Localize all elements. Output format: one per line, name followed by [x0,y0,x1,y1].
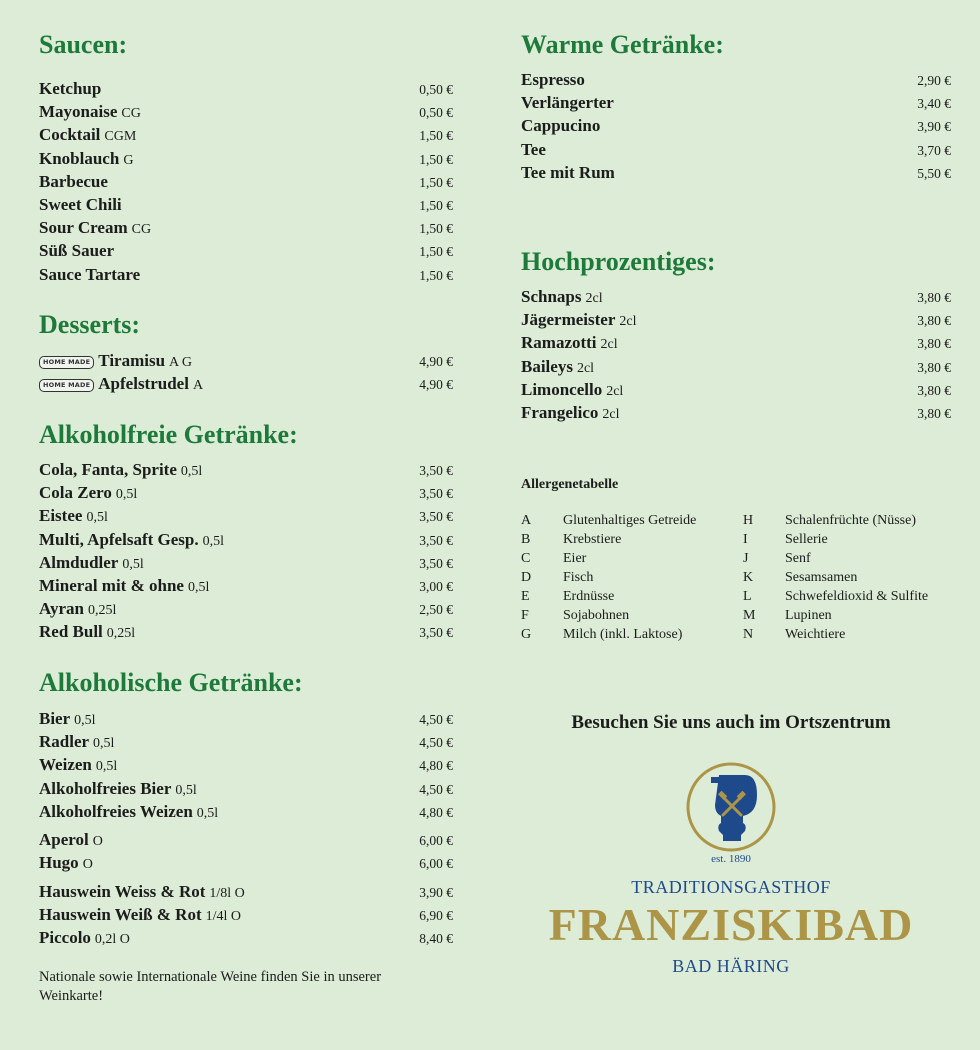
menu-item-label [521,287,603,307]
menu-item [521,380,951,403]
allergen-label: Sesamsamen [785,570,858,585]
menu-item [39,622,453,645]
menu-item [521,357,951,380]
menu-item-price: 3,80 € [917,290,951,305]
menu-item-name: Schnaps [521,287,582,306]
menu-item-label [39,709,96,729]
menu-item-name: Limoncello [521,379,603,399]
menu-item-price: 1,50 € [419,244,453,260]
menu-item-price: 0,50 € [419,105,453,121]
allergen-label: Eier [563,551,587,566]
menu-item-name: Ketchup [39,79,102,98]
menu-item-name: Mineral mit & ohne [39,575,184,595]
menu-item-name: Cola, Fanta, Sprite [39,460,177,479]
menu-item-price: 1,50 € [419,151,453,167]
menu-item-name: Weizen [39,755,92,775]
menu-item-name: Verlängerter [521,93,614,113]
menu-item-detail: 0,5l [74,713,96,728]
home-made-badge: HOME MADE [39,379,94,392]
allergen-code: M [743,608,756,623]
menu-item-label [39,241,114,261]
menu-item-name: Tiramisu [98,351,166,370]
allergen-code: N [743,627,754,642]
logo-place: BAD HÄRING [672,956,790,976]
menu-item-detail: 0,5l [86,510,108,526]
menu-item [39,218,453,241]
softdrinks-title: Alkoholfreie Getränke: [39,420,298,449]
allergen-code: G [521,627,532,642]
alcoholic-list-wine [39,882,453,952]
menu-item [39,460,453,483]
menu-item-detail: 0,25l [106,626,136,642]
menu-item-label [39,172,108,192]
menu-item-price: 0,50 € [419,82,453,97]
menu-item-label [39,79,101,99]
menu-item-detail: CGM [104,129,137,145]
menu-item-name: Aperol [39,830,89,849]
menu-item-detail: 0,5l [187,579,210,595]
menu-item-name: Knoblauch [39,148,120,168]
menu-item-name: Ayran [39,599,85,619]
menu-item [39,755,453,778]
menu-item-price: 1,50 € [419,267,453,283]
menu-item [39,530,453,553]
menu-item-detail: 0,5l [95,759,118,775]
alcoholic-list-spritz [39,830,453,876]
menu-item-price: 3,40 € [917,96,951,112]
menu-item-name: Radler [39,732,90,752]
menu-item-detail: CG [131,222,152,238]
menu-item-name: Barbecue [39,171,108,191]
menu-item-label [39,853,93,873]
menu-item-detail: 2cl [576,360,595,376]
spirits-list [521,287,951,426]
allergen-row [521,532,951,551]
alcoholic-title: Alkoholische Getränke: [39,668,303,697]
menu-item-label [39,483,137,503]
menu-item-detail: CG [121,106,141,122]
menu-item-name: Espresso [521,70,585,89]
logo-established: est. 1890 [711,853,751,865]
menu-item-price: 3,80 € [917,359,951,375]
menu-item-price: 6,00 € [419,856,453,872]
menu-item [39,125,453,148]
menu-item-label [521,310,637,330]
menu-item-label [39,125,136,145]
menu-item [521,310,951,333]
menu-item [39,553,453,576]
menu-item-label [39,755,117,775]
menu-item-label [39,351,192,371]
menu-item [521,93,951,116]
menu-item-price: 6,00 € [419,833,453,848]
menu-item [39,830,453,853]
menu-item-detail: 1/4l O [205,909,242,925]
menu-item [39,102,453,125]
menu-item-name: Sauce Tartare [39,264,141,284]
menu-item-detail: 0,5l [93,736,115,752]
allergen-label: Fisch [563,570,594,585]
menu-item [39,599,453,622]
menu-item-name: Eistee [39,506,83,526]
menu-item-label [39,102,141,122]
menu-item-label [39,905,241,925]
allergen-label: Erdnüsse [563,589,615,604]
menu-item-name: Alkoholfreies Bier [39,778,172,798]
menu-item-detail: 2cl [602,406,620,422]
logo-tagline: TRADITIONSGASTHOF [631,877,831,897]
menu-item [39,905,453,928]
menu-item-price: 3,50 € [419,463,453,478]
menu-item-price: 1,50 € [419,221,453,237]
allergen-row [521,589,951,608]
menu-item-name: Bier [39,709,71,728]
menu-item-name: Sour Cream [39,218,128,238]
menu-item [521,70,951,93]
allergen-label: Lupinen [785,608,832,623]
menu-item [39,374,453,397]
menu-item-label [521,116,600,136]
menu-item [521,333,951,356]
menu-item-name: Apfelstrudel [98,374,189,394]
menu-item [39,506,453,529]
menu-item-label [39,882,245,902]
menu-item-price: 8,40 € [419,931,453,947]
menu-item-price: 3,80 € [917,313,951,329]
menu-item-name: Süß Sauer [39,241,115,261]
menu-item [39,265,453,288]
menu-item-detail: 0,5l [202,533,224,549]
menu-item-price: 4,80 € [419,758,453,774]
wine-note: Nationale sowie Internationale Weine finden Sie in unserer Weinkarte! [39,969,382,1004]
menu-item-detail: 2cl [606,383,624,399]
menu-item-label [521,70,585,90]
menu-item-name: Cappucino [521,116,601,136]
allergen-row [521,608,951,627]
menu-item-price: 4,50 € [419,735,453,751]
menu-item-price: 6,90 € [419,908,453,924]
menu-item-price: 3,80 € [917,405,951,421]
menu-item-name: Cola Zero [39,483,112,503]
allergen-code: I [743,532,748,547]
visit-notice: Besuchen Sie uns auch im Ortszentrum [571,712,891,733]
menu-item-price: 4,50 € [419,712,453,727]
menu-item-name: Ramazotti [521,333,597,353]
menu-item-label [39,374,203,394]
menu-item-price: 3,80 € [917,382,951,398]
menu-item-price: 3,50 € [419,509,453,525]
menu-item-name: Hauswein Weiss & Rot [39,882,206,901]
menu-item-price: 2,90 € [917,73,951,88]
allergen-code: H [743,513,754,528]
menu-item-name: Alkoholfreies Weizen [39,801,193,821]
menu-item-label [39,265,140,285]
menu-item [521,403,951,426]
allergen-code: F [521,608,529,623]
menu-item [39,241,453,264]
menu-item-label [39,732,114,752]
menu-item-label [39,830,103,850]
menu-item-detail: 0,2l O [94,932,130,948]
desserts-list [39,351,453,397]
menu-item-price: 3,50 € [419,625,453,641]
menu-item-detail: A G [169,355,192,370]
warm-drinks-title: Warme Getränke: [521,30,724,59]
menu-item-price: 1,50 € [419,174,453,190]
home-made-badge: HOME MADE [39,356,94,369]
menu-item [521,140,951,163]
menu-item [39,802,453,825]
menu-item-price: 3,80 € [917,336,951,352]
menu-item-price: 3,50 € [419,486,453,502]
menu-item-label [39,928,130,948]
allergen-table-title: Allergenetabelle [521,477,619,492]
menu-item [39,732,453,755]
menu-item-label [39,599,116,619]
allergen-label: Sojabohnen [563,608,630,623]
menu-item-name: Tee mit Rum [521,162,615,182]
menu-item-label [39,553,144,573]
logo-name: FRANZISKIBAD [548,899,914,950]
menu-item-detail: A [192,378,204,394]
menu-item [39,576,453,599]
menu-item-price: 4,90 € [419,377,453,393]
allergen-label: Schalenfrüchte (Nüsse) [785,513,917,528]
menu-item-name: Mayonaise [39,102,118,122]
menu-item-detail: 0,25l [88,603,117,619]
menu-item-name: Piccolo [39,928,91,948]
allergen-code: E [521,589,530,604]
menu-item-label [39,779,197,799]
menu-item-price: 2,50 € [419,602,453,618]
menu-item-detail: 2cl [619,314,637,330]
menu-item-name: Tee [521,139,546,159]
allergen-label: Milch (inkl. Laktose) [563,627,683,642]
menu-item-label [521,403,620,423]
allergen-table [521,513,951,646]
menu-item [521,287,951,310]
menu-item-label [39,506,108,526]
menu-item [39,351,453,374]
menu-item [39,483,453,506]
menu-item [39,149,453,172]
allergen-row [521,513,951,532]
allergen-row [521,570,951,589]
menu-item-price: 4,90 € [419,354,453,369]
desserts-title: Desserts: [39,310,141,339]
allergen-label: Schwefeldioxid & Sulfite [785,589,929,604]
menu-item-price: 3,90 € [917,119,951,135]
menu-item-name: Red Bull [39,622,103,642]
menu-item-name: Hauswein Weiß & Rot [39,905,202,925]
menu-item [39,928,453,951]
menu-item-label [39,530,224,550]
menu-item-detail: G [123,152,134,168]
menu-item-name: Cocktail [39,125,101,145]
menu-item-price: 4,80 € [419,804,453,820]
menu-item-label [39,218,151,238]
allergen-label: Senf [785,551,811,566]
softdrinks-list [39,460,453,646]
menu-item-label [39,460,202,480]
menu-item [521,116,951,139]
menu-item-detail: 0,5l [196,805,219,821]
menu-item-name: Sweet Chili [39,194,122,214]
menu-item-detail: 0,5l [115,487,138,503]
allergen-row [521,551,951,570]
franziskibad-logo-icon [685,761,777,853]
menu-item-name: Baileys [521,356,573,376]
menu-item-detail: 2cl [600,337,618,353]
allergen-label: Glutenhaltiges Getreide [563,513,697,528]
menu-item-detail: 0,5l [122,556,144,572]
menu-item-price: 3,50 € [419,532,453,548]
menu-item-name: Jägermeister [521,310,616,330]
menu-item-detail: O [82,857,93,873]
menu-item [39,79,453,102]
menu-item-price: 3,90 € [419,885,453,900]
warm-drinks-list [521,70,951,186]
menu-item-name: Multi, Apfelsaft Gesp. [39,529,199,549]
menu-item-price: 3,00 € [419,578,453,594]
left-column [39,0,453,1050]
menu-item-price: 3,50 € [419,555,453,571]
allergen-label: Sellerie [785,532,828,547]
allergen-label: Krebstiere [563,532,622,547]
allergen-code: D [521,570,532,585]
menu-item [39,853,453,876]
allergen-code: A [521,513,532,528]
allergen-row [521,627,951,646]
sauces-title: Saucen: [39,30,128,59]
allergen-code: L [743,589,752,604]
menu-item-label [521,140,546,160]
menu-item-label [39,149,133,169]
menu-item-label [521,357,594,377]
menu-item [39,172,453,195]
menu-item-name: Almdudler [39,552,119,572]
menu-item [39,882,453,905]
menu-item-detail: 0,5l [175,782,197,798]
menu-item-label [39,195,122,215]
menu-item-detail: O [92,834,103,849]
menu-item-label [521,333,618,353]
allergen-code: C [521,551,531,566]
sauces-list [39,79,453,288]
menu-item-price: 3,70 € [917,142,951,158]
menu-item-price: 1,50 € [419,128,453,144]
allergen-label: Weichtiere [785,627,846,642]
menu-item [39,779,453,802]
menu-item-label [39,622,135,642]
menu-item-detail: 0,5l [180,464,203,479]
allergen-code: K [743,570,754,585]
right-column [521,0,951,1050]
menu-item [39,195,453,218]
menu-item-name: Hugo [39,853,79,873]
menu-item-label [521,163,615,183]
allergen-code: B [521,532,531,547]
menu-item-detail: 1/8l O [209,886,245,901]
menu-item-price: 5,50 € [917,165,951,181]
menu-item [521,163,951,186]
menu-item-price: 4,50 € [419,781,453,797]
menu-item-label [521,93,614,113]
menu-item-label [39,576,209,596]
menu-item-detail: 2cl [585,291,603,306]
menu-item-label [521,380,623,400]
allergen-code: J [743,551,749,566]
menu-item-name: Frangelico [521,402,599,422]
menu-item-label [39,802,218,822]
menu-item-price: 1,50 € [419,197,453,213]
spirits-title: Hochprozentiges: [521,247,716,276]
